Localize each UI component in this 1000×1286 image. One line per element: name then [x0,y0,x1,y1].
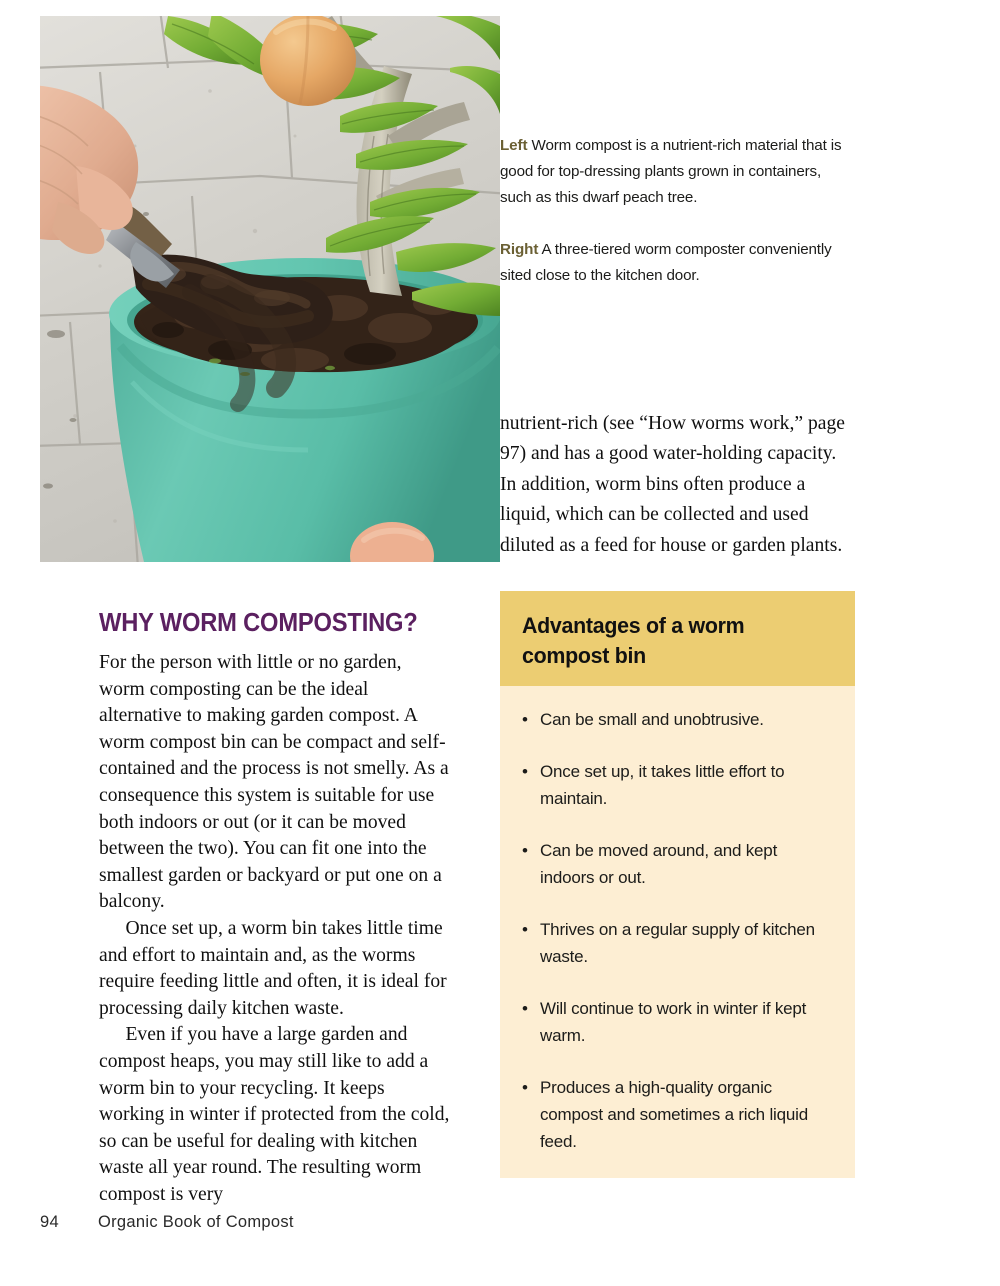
bullet-icon: • [522,999,528,1018]
list-item [522,837,831,891]
list-item [522,758,831,812]
list-item-label: Thrives on a regular supply of kitchen waste. [540,920,815,966]
list-item-label: Can be small and unobtrusive. [540,710,764,729]
bullet-icon: • [522,762,528,781]
advantages-sidebar [500,591,855,1178]
body-paragraph-3: Even if you have a large garden and compost heaps, you may still like to add a worm bin to your recycling. It keeps working in winter if protected from the cold, so can be useful for dealing with kitchen waste all year round. The resulting worm compost is very [99,1024,450,1205]
right-column-paragraph: nutrient-rich (see “How worms work,” page 97) and has a good water-holding capacity. In addition, worm bins often produce a liquid, which can be collected and used diluted as a feed for house or garden plants. [500,413,845,556]
list-item-label: Once set up, it takes little effort to maintain. [540,762,785,808]
photo-illustration [40,16,500,562]
caption-right [500,237,852,289]
list-item [522,995,831,1049]
photo-captions [500,118,852,315]
page-number: 94 [40,1213,59,1231]
bullet-icon: • [522,841,528,860]
caption-left-lead: Left [500,137,528,155]
book-title: Organic Book of Compost [98,1213,294,1231]
caption-left [500,133,852,211]
caption-left-text: Worm compost is a nutrient-rich material that is good for top-dressing plants grown in containers, such as this dwarf peach tree. [500,137,842,207]
sidebar-title: Advantages of a worm compost bin [522,613,745,668]
body-paragraph-2: Once set up, a worm bin takes little time and effort to maintain and, as the worms require feeding little and often, it is ideal for processing daily kitchen waste. [99,917,447,1019]
list-item-label: Can be moved around, and kept indoors or out. [540,841,778,887]
list-item [522,1074,831,1155]
list-item-label: Will continue to work in winter if kept warm. [540,999,807,1045]
page-title: WHY WORM COMPOSTING? [99,609,418,638]
caption-right-text: A three-tiered worm composter conveniently sited close to the kitchen door. [500,241,832,285]
bullet-icon: • [522,710,528,729]
sidebar-header [500,591,855,686]
sidebar-advantages-list [500,686,855,1155]
left-column-body [99,650,451,1208]
bullet-icon: • [522,1078,528,1097]
caption-right-lead: Right [500,241,539,259]
page-footer [40,1213,540,1232]
list-item-label: Produces a high-quality organic compost and sometimes a rich liquid feed. [540,1078,808,1151]
right-column-body [500,409,852,561]
body-paragraph-1: For the person with little or no garden, worm composting can be the ideal alternative to making garden compost. A worm compost bin can be compact and self-contained and the process is not smelly. As a consequence this system is suitable for use both indoors or out (or it can be moved between the two). You can fit one into the smallest garden or backyard or put one on a balcony. [99,652,449,913]
container-planting-photo [40,16,500,562]
peach-fruit [260,16,356,106]
list-item [522,706,831,733]
list-item [522,916,831,970]
bullet-icon: • [522,920,528,939]
